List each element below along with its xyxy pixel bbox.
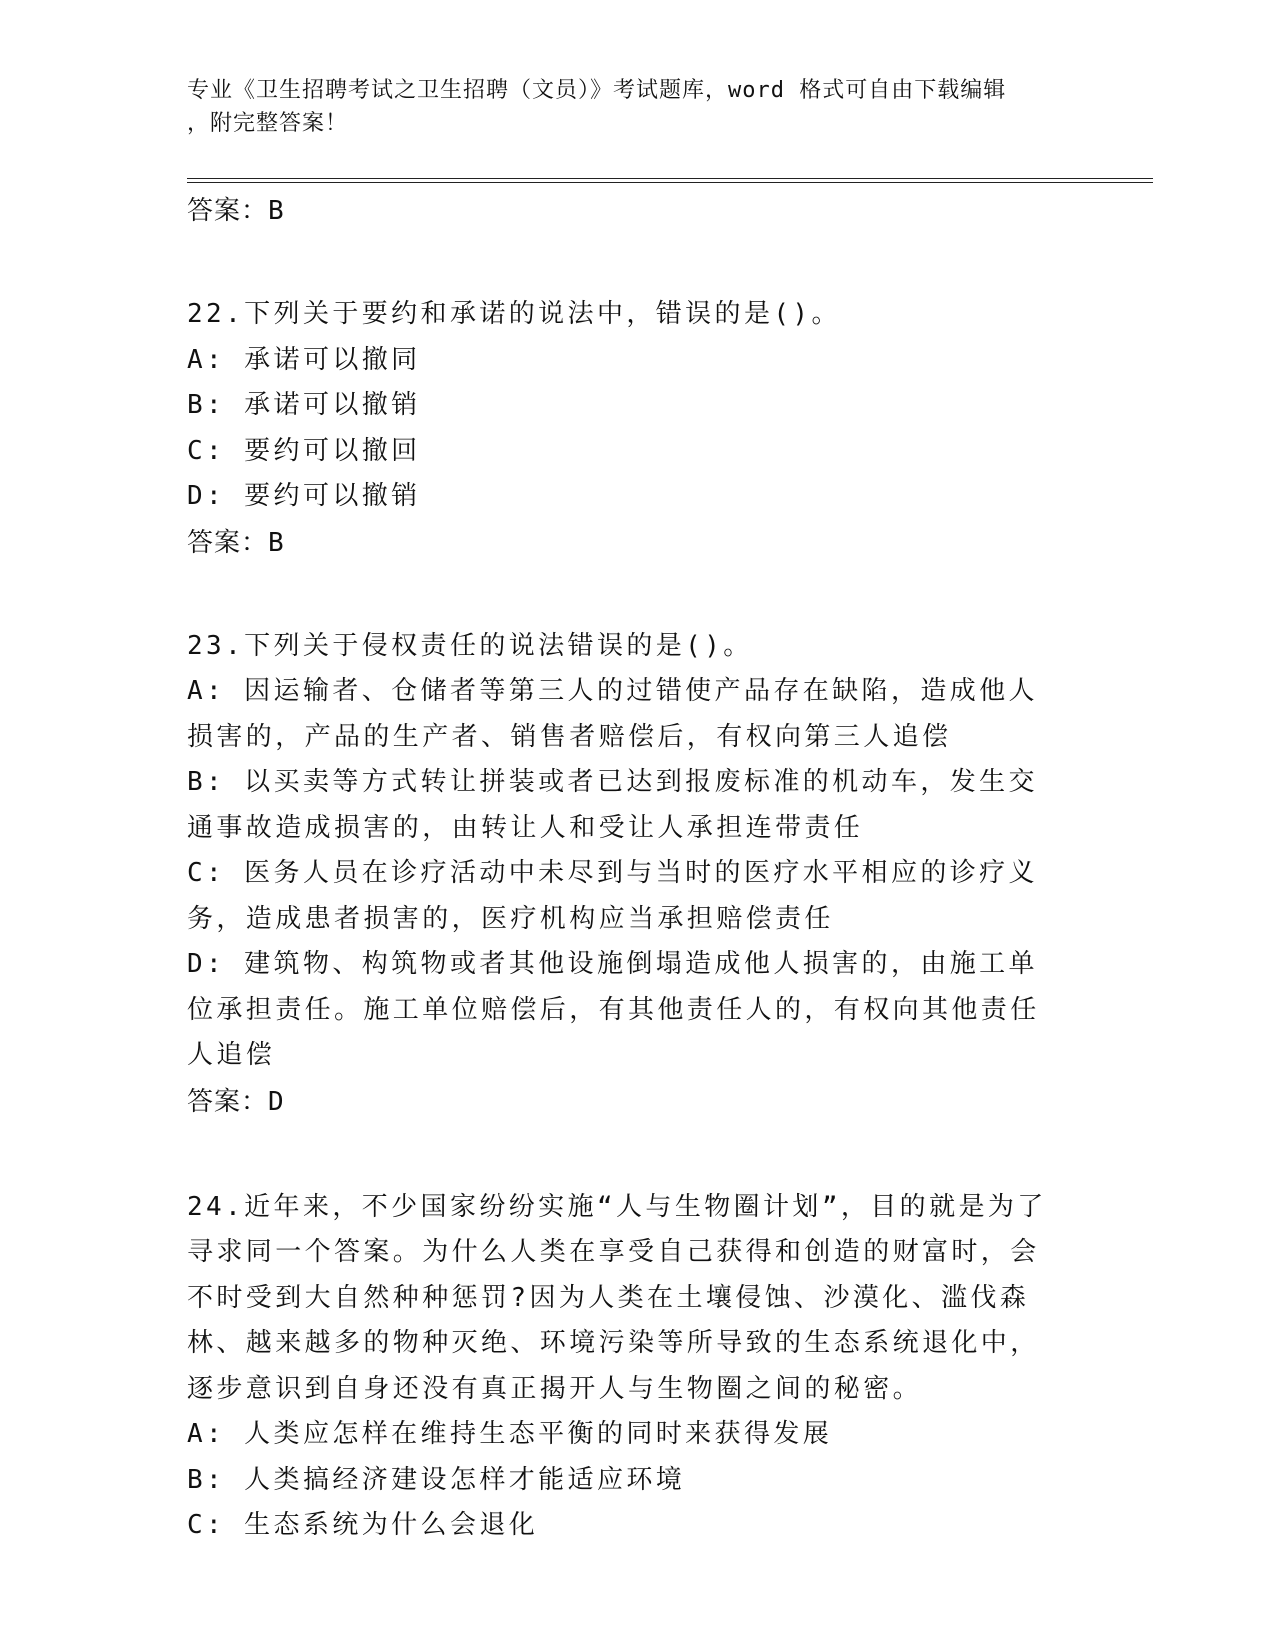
option-a: A: 因运输者、仓储者等第三人的过错使产品存在缺陷，造成他人损害的，产品的生产者、销售者赔偿后，有权向第三人追偿 bbox=[187, 676, 1038, 752]
spacer bbox=[187, 234, 1067, 292]
question-stem: 24.近年来，不少国家纷纷实施“人与生物圈计划”，目的就是为了寻求同一个答案。为什么人类在享受自己获得和创造的财富时，会不时受到大自然种种惩罚?因为人类在土壤侵蚀、沙漠化、滥伐森林、越来越多的物种灭绝、环境污染等所导致的生态系统退化中，逐步意识到自身还没有真正揭开人与生物圈之间的秘密。 bbox=[187, 1191, 1047, 1404]
answer: 答案：B bbox=[187, 527, 285, 558]
document-header bbox=[187, 74, 1067, 140]
question-24 bbox=[187, 1185, 1067, 1549]
question-22 bbox=[187, 292, 1067, 566]
document-body bbox=[187, 188, 1067, 1549]
header-divider-top bbox=[187, 178, 1153, 179]
option-c: C: 医务人员在诊疗活动中未尽到与当时的医疗水平相应的诊疗义务，造成患者损害的，医疗机构应当承担赔偿责任 bbox=[187, 858, 1038, 934]
header-line-1: 专业《卫生招聘考试之卫生招聘（文员）》考试题库，word 格式可自由下载编辑 bbox=[187, 78, 1007, 103]
option-d: D: 要约可以撤销 bbox=[187, 481, 421, 511]
option-c: C: 生态系统为什么会退化 bbox=[187, 1510, 539, 1540]
spacer bbox=[187, 566, 1067, 624]
spacer bbox=[187, 1125, 1067, 1185]
option-a: A: 人类应怎样在维持生态平衡的同时来获得发展 bbox=[187, 1419, 833, 1449]
option-b: B: 人类搞经济建设怎样才能适应环境 bbox=[187, 1464, 686, 1495]
option-b: B: 以买卖等方式转让拼装或者已达到报废标准的机动车，发生交通事故造成损害的，由转让人和受让人承担连带责任 bbox=[187, 767, 1038, 843]
header-line-2: ，附完整答案！ bbox=[187, 111, 349, 136]
option-b: B: 承诺可以撤销 bbox=[187, 390, 421, 420]
answer: 答案：D bbox=[187, 1086, 285, 1117]
question-stem: 23.下列关于侵权责任的说法错误的是()。 bbox=[187, 630, 753, 661]
option-d: D: 建筑物、构筑物或者其他设施倒塌造成他人损害的，由施工单位承担责任。施工单位赔偿后，有其他责任人的，有权向其他责任人追偿 bbox=[187, 949, 1040, 1070]
option-a: A: 承诺可以撤同 bbox=[187, 344, 421, 375]
previous-answer: 答案：B bbox=[187, 196, 285, 226]
option-c: C: 要约可以撤回 bbox=[187, 435, 421, 466]
question-stem: 22.下列关于要约和承诺的说法中，错误的是()。 bbox=[187, 299, 841, 329]
question-23 bbox=[187, 624, 1067, 1125]
header-divider-bottom bbox=[187, 182, 1153, 183]
